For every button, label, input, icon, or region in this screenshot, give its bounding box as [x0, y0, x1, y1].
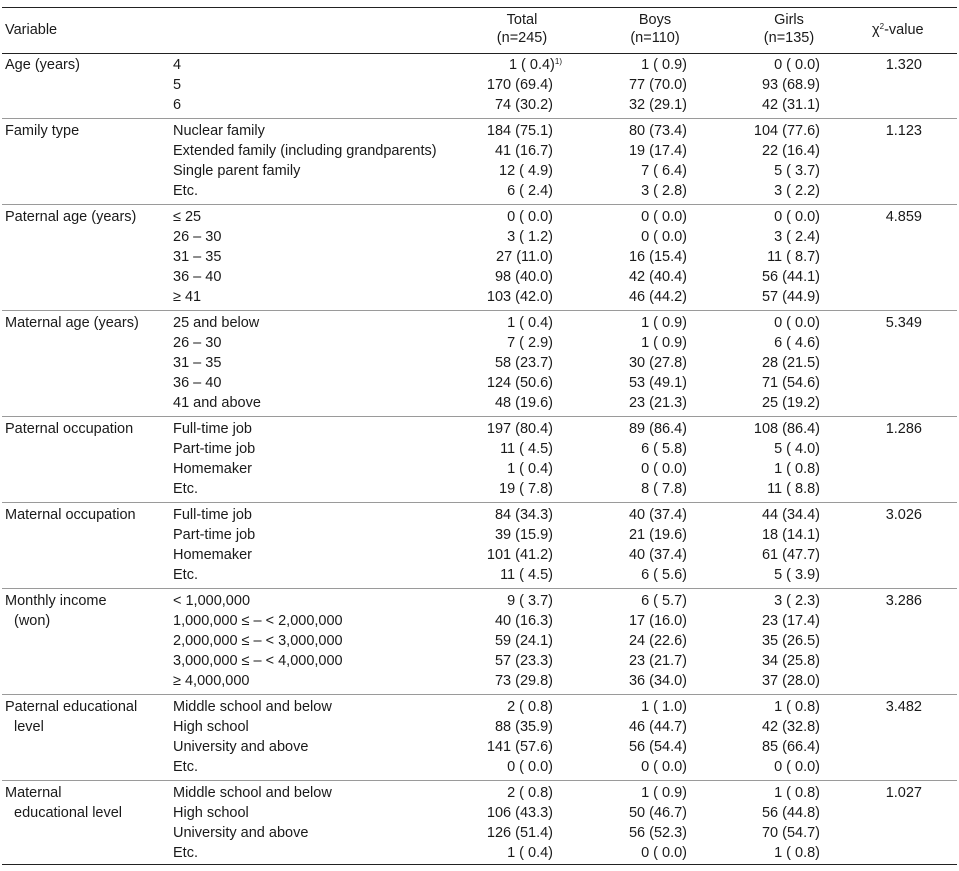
chi-square-value: 1.286 — [885, 421, 922, 437]
total-cell — [495, 353, 553, 373]
category-cell: High school — [173, 719, 249, 735]
boys-cell: 19 (17.4) — [628, 143, 687, 159]
variable-label-line: Paternal age (years) — [5, 209, 137, 225]
table-row — [0, 651, 959, 671]
total-value: 2 ( 0.8) — [507, 785, 553, 801]
total-cell — [499, 161, 553, 181]
category-cell: Etc. — [173, 845, 198, 861]
total-cell — [509, 55, 562, 75]
boys-cell: 46 (44.2) — [628, 289, 687, 305]
header-total-label: Total — [506, 12, 538, 28]
variable-group — [0, 207, 959, 307]
table-row — [0, 247, 959, 267]
category-cell: 31 – 35 — [173, 249, 222, 265]
table-row — [0, 161, 959, 181]
total-value: 11 ( 4.5) — [500, 441, 553, 457]
chi-symbol: χ — [872, 22, 880, 38]
total-cell — [487, 121, 553, 141]
boys-cell: 53 (49.1) — [628, 375, 687, 391]
variable-label-line: Maternal — [5, 785, 62, 801]
total-cell — [495, 505, 553, 525]
group-separator — [2, 780, 957, 781]
boys-cell: 1 ( 1.0) — [641, 699, 687, 715]
girls-cell: 23 (17.4) — [761, 613, 820, 629]
girls-cell: 1 ( 0.8) — [774, 845, 820, 861]
table-row — [0, 803, 959, 823]
table-row — [0, 393, 959, 413]
category-cell: Part-time job — [173, 527, 256, 543]
boys-cell: 21 (19.6) — [628, 527, 687, 543]
variable-label-line: Age (years) — [5, 57, 80, 73]
girls-cell: 57 (44.9) — [761, 289, 820, 305]
variable-group — [0, 505, 959, 585]
table-row — [0, 419, 959, 439]
table-row — [0, 207, 959, 227]
variable-label-line: Paternal occupation — [5, 421, 134, 437]
total-value: 9 ( 3.7) — [507, 593, 553, 609]
girls-cell: 5 ( 3.9) — [774, 567, 820, 583]
girls-cell: 22 (16.4) — [761, 143, 820, 159]
variable-group — [0, 121, 959, 201]
table-row — [0, 267, 959, 287]
total-cell — [487, 373, 553, 393]
category-cell: Middle school and below — [173, 699, 332, 715]
boys-cell: 23 (21.7) — [628, 653, 687, 669]
boys-cell: 77 (70.0) — [628, 77, 687, 93]
girls-cell: 0 ( 0.0) — [774, 209, 820, 225]
total-value: 1 ( 0.4) — [507, 461, 553, 477]
category-cell: Single parent family — [173, 163, 301, 179]
category-cell: 3,000,000 ≤ – < 4,000,000 — [173, 653, 343, 669]
total-cell — [507, 227, 553, 247]
chi-suffix: -value — [884, 22, 924, 38]
boys-cell: 24 (22.6) — [628, 633, 687, 649]
table-row — [0, 141, 959, 161]
total-value: 27 (11.0) — [496, 249, 553, 265]
category-cell: ≥ 4,000,000 — [173, 673, 250, 689]
girls-cell: 56 (44.1) — [761, 269, 820, 285]
chi-square-value: 3.482 — [885, 699, 922, 715]
girls-cell: 42 (31.1) — [761, 97, 820, 113]
table-row — [0, 505, 959, 525]
table-row — [0, 121, 959, 141]
category-cell: Etc. — [173, 567, 198, 583]
header-rule — [2, 53, 957, 54]
table-row — [0, 181, 959, 201]
variable-label-line: Maternal occupation — [5, 507, 136, 523]
header-girls — [747, 11, 831, 47]
variable-group — [0, 55, 959, 115]
total-cell — [500, 565, 553, 585]
girls-cell: 11 ( 8.8) — [767, 481, 820, 497]
total-value: 84 (34.3) — [494, 507, 553, 523]
category-cell: 41 and above — [173, 395, 261, 411]
boys-cell: 32 (29.1) — [628, 97, 687, 113]
table-row — [0, 525, 959, 545]
table-row — [0, 459, 959, 479]
total-value: 124 (50.6) — [486, 375, 553, 391]
boys-cell: 30 (27.8) — [628, 355, 687, 371]
variable-label-line: educational level — [14, 805, 123, 821]
header-girls-n: (n=135) — [763, 30, 815, 46]
category-cell: < 1,000,000 — [173, 593, 251, 609]
total-value: 41 (16.7) — [494, 143, 553, 159]
girls-cell: 34 (25.8) — [761, 653, 820, 669]
category-cell: 5 — [173, 77, 182, 93]
group-separator — [2, 310, 957, 311]
total-value: 73 (29.8) — [494, 673, 553, 689]
table-row — [0, 843, 959, 863]
total-cell — [507, 697, 553, 717]
variable-group — [0, 419, 959, 499]
table-row — [0, 287, 959, 307]
category-cell: ≥ 41 — [173, 289, 202, 305]
girls-cell: 28 (21.5) — [761, 355, 820, 371]
total-value: 106 (43.3) — [486, 805, 553, 821]
total-value: 59 (24.1) — [494, 633, 553, 649]
boys-cell: 1 ( 0.9) — [641, 785, 687, 801]
variable-label-line: (won) — [14, 613, 51, 629]
category-cell: Homemaker — [173, 547, 252, 563]
table-row — [0, 757, 959, 777]
variable-group — [0, 591, 959, 691]
total-cell — [495, 267, 553, 287]
table-row — [0, 55, 959, 75]
category-cell: University and above — [173, 739, 309, 755]
variable-label-line: Maternal age (years) — [5, 315, 139, 331]
total-cell — [507, 313, 553, 333]
group-separator — [2, 118, 957, 119]
boys-cell: 0 ( 0.0) — [641, 759, 687, 775]
total-cell — [495, 611, 553, 631]
category-cell: 36 – 40 — [173, 269, 222, 285]
chi-square-value: 5.349 — [885, 315, 922, 331]
total-cell — [507, 181, 553, 201]
girls-cell: 104 (77.6) — [753, 123, 820, 139]
total-value: 1 ( 0.4) — [507, 315, 553, 331]
boys-cell: 80 (73.4) — [628, 123, 687, 139]
boys-cell: 40 (37.4) — [628, 547, 687, 563]
group-separator — [2, 416, 957, 417]
category-cell: 36 – 40 — [173, 375, 222, 391]
total-value: 141 (57.6) — [486, 739, 553, 755]
header-chi-square — [872, 21, 924, 39]
category-cell: 31 – 35 — [173, 355, 222, 371]
total-value: 6 ( 2.4) — [507, 183, 553, 199]
table-row — [0, 353, 959, 373]
table-row — [0, 697, 959, 717]
girls-cell: 61 (47.7) — [761, 547, 820, 563]
boys-cell: 56 (52.3) — [628, 825, 687, 841]
total-value: 103 (42.0) — [486, 289, 553, 305]
chi-square-value: 1.123 — [885, 123, 922, 139]
total-cell — [507, 333, 553, 353]
table-row — [0, 591, 959, 611]
total-value: 39 (15.9) — [494, 527, 553, 543]
girls-cell: 5 ( 3.7) — [774, 163, 820, 179]
girls-cell: 1 ( 0.8) — [774, 461, 820, 477]
total-cell — [507, 843, 553, 863]
category-cell: Extended family (including grandparents) — [173, 143, 437, 159]
boys-cell: 36 (34.0) — [628, 673, 687, 689]
boys-cell: 89 (86.4) — [628, 421, 687, 437]
table-row — [0, 823, 959, 843]
boys-cell: 1 ( 0.9) — [641, 315, 687, 331]
boys-cell: 0 ( 0.0) — [641, 845, 687, 861]
boys-cell: 50 (46.7) — [628, 805, 687, 821]
header-girls-label: Girls — [774, 12, 804, 28]
category-cell: 6 — [173, 97, 182, 113]
total-cell — [495, 631, 553, 651]
girls-cell: 6 ( 4.6) — [774, 335, 820, 351]
category-cell: 26 – 30 — [173, 229, 222, 245]
category-cell: Middle school and below — [173, 785, 332, 801]
category-cell: 2,000,000 ≤ – < 3,000,000 — [173, 633, 343, 649]
table-row — [0, 75, 959, 95]
table-row — [0, 95, 959, 115]
total-value: 11 ( 4.5) — [500, 567, 553, 583]
header-boys-label: Boys — [638, 12, 672, 28]
footnote-marker: 1) — [554, 57, 562, 66]
total-value: 98 (40.0) — [494, 269, 553, 285]
total-value: 170 (69.4) — [486, 77, 553, 93]
boys-cell: 6 ( 5.6) — [641, 567, 687, 583]
total-cell — [487, 737, 553, 757]
category-cell: Etc. — [173, 183, 198, 199]
variable-group — [0, 697, 959, 777]
header-boys-n: (n=110) — [630, 30, 680, 46]
table-row — [0, 333, 959, 353]
boys-cell: 0 ( 0.0) — [641, 209, 687, 225]
boys-cell: 1 ( 0.9) — [641, 57, 687, 73]
total-cell — [487, 545, 553, 565]
table-row — [0, 479, 959, 499]
girls-cell: 5 ( 4.0) — [774, 441, 820, 457]
category-cell: Full-time job — [173, 421, 252, 437]
girls-cell: 3 ( 2.3) — [774, 593, 820, 609]
girls-cell: 18 (14.1) — [761, 527, 820, 543]
group-separator — [2, 588, 957, 589]
group-separator — [2, 694, 957, 695]
header-variable: Variable — [5, 22, 58, 38]
total-value: 88 (35.9) — [494, 719, 553, 735]
group-separator — [2, 204, 957, 205]
table-row — [0, 565, 959, 585]
chi-square-value: 1.027 — [885, 785, 922, 801]
category-cell: ≤ 25 — [173, 209, 202, 225]
total-cell — [507, 783, 553, 803]
header-total — [480, 11, 564, 47]
category-cell: Etc. — [173, 759, 198, 775]
boys-cell: 8 ( 7.8) — [641, 481, 687, 497]
total-value: 48 (19.6) — [494, 395, 553, 411]
girls-cell: 1 ( 0.8) — [774, 699, 820, 715]
total-value: 3 ( 1.2) — [507, 229, 553, 245]
total-cell — [496, 247, 553, 267]
total-value: 1 ( 0.4) — [507, 845, 553, 861]
total-value: 7 ( 2.9) — [507, 335, 553, 351]
total-cell — [495, 717, 553, 737]
girls-cell: 3 ( 2.2) — [774, 183, 820, 199]
table-bottom-rule — [2, 864, 957, 865]
girls-cell: 0 ( 0.0) — [774, 759, 820, 775]
category-cell: Etc. — [173, 481, 198, 497]
total-cell — [507, 207, 553, 227]
girls-cell: 0 ( 0.0) — [774, 57, 820, 73]
girls-cell: 25 (19.2) — [761, 395, 820, 411]
variable-group — [0, 783, 959, 863]
total-cell — [499, 479, 553, 499]
table-row — [0, 439, 959, 459]
table-row — [0, 783, 959, 803]
boys-cell: 40 (37.4) — [628, 507, 687, 523]
total-value: 74 (30.2) — [494, 97, 553, 113]
variable-label-line: Family type — [5, 123, 80, 139]
boys-cell: 6 ( 5.7) — [641, 593, 687, 609]
header-boys — [613, 11, 697, 47]
table-top-rule — [2, 7, 957, 8]
table-row — [0, 737, 959, 757]
girls-cell: 37 (28.0) — [761, 673, 820, 689]
total-cell — [495, 393, 553, 413]
boys-cell: 6 ( 5.8) — [641, 441, 687, 457]
category-cell: Full-time job — [173, 507, 252, 523]
boys-cell: 46 (44.7) — [628, 719, 687, 735]
variable-group — [0, 313, 959, 413]
total-cell — [495, 141, 553, 161]
group-separator — [2, 502, 957, 503]
total-value: 101 (41.2) — [486, 547, 553, 563]
table-row — [0, 631, 959, 651]
category-cell: High school — [173, 805, 249, 821]
girls-cell: 1 ( 0.8) — [774, 785, 820, 801]
total-value: 126 (51.4) — [486, 825, 553, 841]
total-value: 40 (16.3) — [494, 613, 553, 629]
category-cell: 4 — [173, 57, 182, 73]
total-value: 1 ( 0.4) — [508, 57, 555, 73]
girls-cell: 35 (26.5) — [761, 633, 820, 649]
table-row — [0, 227, 959, 247]
variable-label-line: Monthly income — [5, 593, 107, 609]
total-value: 0 ( 0.0) — [507, 209, 553, 225]
total-cell — [487, 823, 553, 843]
boys-cell: 42 (40.4) — [628, 269, 687, 285]
total-value: 197 (80.4) — [486, 421, 553, 437]
total-cell — [507, 591, 553, 611]
table-row — [0, 373, 959, 393]
table-row — [0, 545, 959, 565]
total-cell — [507, 757, 553, 777]
boys-cell: 0 ( 0.0) — [641, 229, 687, 245]
total-value: 57 (23.3) — [494, 653, 553, 669]
table-row — [0, 717, 959, 737]
total-cell — [495, 671, 553, 691]
category-cell: 26 – 30 — [173, 335, 222, 351]
girls-cell: 85 (66.4) — [761, 739, 820, 755]
chi-square-value: 3.286 — [885, 593, 922, 609]
total-cell — [495, 95, 553, 115]
girls-cell: 56 (44.8) — [761, 805, 820, 821]
boys-cell: 56 (54.4) — [628, 739, 687, 755]
variable-label-line: Paternal educational — [5, 699, 138, 715]
chi-square-value: 1.320 — [885, 57, 922, 73]
table-row — [0, 611, 959, 631]
total-value: 184 (75.1) — [486, 123, 553, 139]
chi-square-value: 3.026 — [885, 507, 922, 523]
chi-superscript: 2 — [879, 22, 885, 31]
category-cell: University and above — [173, 825, 309, 841]
total-cell — [487, 419, 553, 439]
total-cell — [487, 803, 553, 823]
girls-cell: 71 (54.6) — [761, 375, 820, 391]
boys-cell: 0 ( 0.0) — [641, 461, 687, 477]
total-value: 0 ( 0.0) — [507, 759, 553, 775]
chi-square-value: 4.859 — [885, 209, 922, 225]
boys-cell: 1 ( 0.9) — [641, 335, 687, 351]
category-cell: Homemaker — [173, 461, 252, 477]
girls-cell: 0 ( 0.0) — [774, 315, 820, 331]
girls-cell: 42 (32.8) — [761, 719, 820, 735]
boys-cell: 23 (21.3) — [628, 395, 687, 411]
boys-cell: 16 (15.4) — [628, 249, 687, 265]
variable-label-line: level — [14, 719, 44, 735]
category-cell: Nuclear family — [173, 123, 265, 139]
table-row — [0, 313, 959, 333]
category-cell: Part-time job — [173, 441, 256, 457]
total-cell — [507, 459, 553, 479]
table-row — [0, 671, 959, 691]
boys-cell: 7 ( 6.4) — [641, 163, 687, 179]
girls-cell: 44 (34.4) — [761, 507, 820, 523]
total-cell — [500, 439, 553, 459]
boys-cell: 17 (16.0) — [628, 613, 687, 629]
boys-cell: 3 ( 2.8) — [641, 183, 687, 199]
total-value: 58 (23.7) — [494, 355, 553, 371]
girls-cell: 3 ( 2.4) — [774, 229, 820, 245]
category-cell: 25 and below — [173, 315, 260, 331]
total-cell — [495, 525, 553, 545]
girls-cell: 93 (68.9) — [761, 77, 820, 93]
total-value: 2 ( 0.8) — [507, 699, 553, 715]
girls-cell: 11 ( 8.7) — [767, 249, 820, 265]
total-cell — [495, 651, 553, 671]
total-cell — [487, 75, 553, 95]
total-value: 19 ( 7.8) — [499, 481, 553, 497]
girls-cell: 108 (86.4) — [753, 421, 820, 437]
total-cell — [487, 287, 553, 307]
category-cell: 1,000,000 ≤ – < 2,000,000 — [173, 613, 343, 629]
header-total-n: (n=245) — [496, 30, 548, 46]
girls-cell: 70 (54.7) — [761, 825, 820, 841]
total-value: 12 ( 4.9) — [499, 163, 553, 179]
